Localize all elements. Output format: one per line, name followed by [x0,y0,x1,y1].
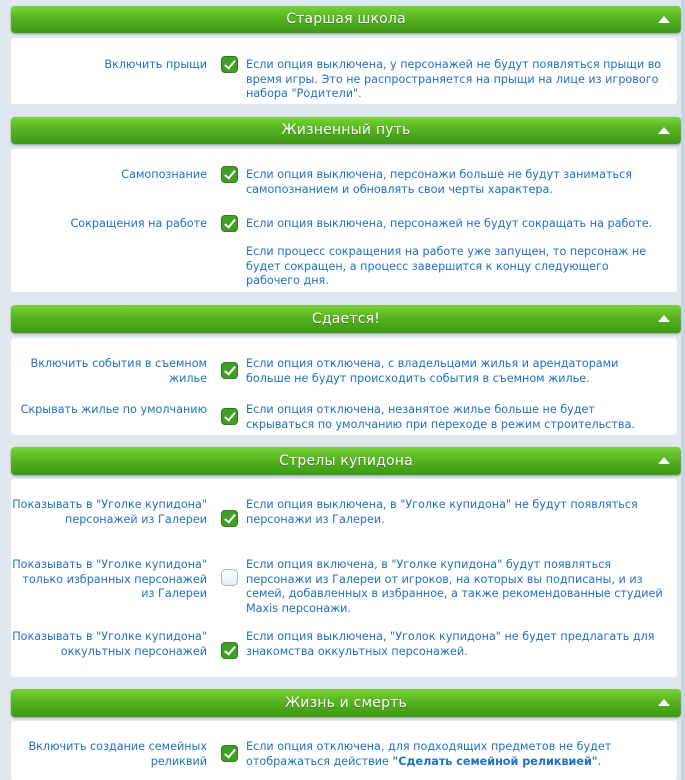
section-header-cupid[interactable] [11,447,681,475]
section-title: Стрелы купидона [279,453,413,469]
section-panel-high-school [11,38,677,104]
section-header-for-rent[interactable] [11,305,681,333]
gallery-sims-checkbox[interactable] [221,510,238,527]
favorite-gallery-sims-checkbox[interactable] [221,569,238,586]
section-panel-for-rent [11,338,677,435]
option-label-layoffs: Сокращения на работе [70,217,207,230]
section-title: Жизненный путь [281,122,411,138]
heirlooms-checkbox[interactable] [221,745,238,762]
collapse-arrow-icon[interactable] [658,699,670,706]
section-panel-life-and-death [11,721,677,780]
section-header-high-school[interactable] [11,6,681,33]
option-description-favorite-gallery-sims: Если опция включена, в "Уголке купидона" будут появляться персонажи из Галереи от игроков, на которых вы подписаны, и из семей, добавленных в избранное, а также рекомендованные студией Maxis персонажи. [246,558,663,615]
hide-rentals-checkbox[interactable] [221,408,238,425]
section-header-life-path[interactable] [11,117,681,144]
option-label-self-discovery: Самопознание [121,168,207,181]
section-panel-cupid [11,479,677,677]
layoffs-checkbox[interactable] [221,215,238,232]
self-discovery-checkbox[interactable] [221,166,238,183]
occult-sims-checkbox[interactable] [221,642,238,659]
scrollbar[interactable] [681,0,685,780]
option-label-heirlooms: Включить создание семейных реликвий [28,740,207,768]
option-description-layoffs-extra: Если процесс сокращения на работе уже запущен, то персонаж не будет сокращен, а процесс завершится к концу следующего рабочего дня. [246,245,647,287]
option-description-gallery-sims: Если опция выключена, в "Уголке купидона" не будут появляться персонажи из Галереи. [246,498,638,526]
collapse-arrow-icon[interactable] [658,16,670,23]
collapse-arrow-icon[interactable] [658,457,670,464]
pimples-checkbox[interactable] [221,56,238,73]
rental-events-checkbox[interactable] [221,362,238,379]
option-description-rental-events: Если опция отключена, с владельцами жилья и арендаторами больше не будут происходить события в съемном жилье. [246,357,619,385]
section-header-life-and-death[interactable] [11,689,681,717]
option-label-favorite-gallery-sims: Показывать в "Уголке купидона" только избранных персонажей из Галереи [12,558,207,600]
option-description-hide-rentals: Если опция отключена, незанятое жилье больше не будет скрываться по умолчанию при переходе в режим строительства. [246,403,635,431]
option-label-rental-events: Включить события в съемном жилье [30,357,207,385]
section-title: Жизнь и смерть [285,695,407,711]
heirlooms-description-end: . [597,754,602,768]
collapse-arrow-icon[interactable] [658,315,670,322]
option-description-layoffs: Если опция выключена, персонажей не будут сокращать на работе. [246,217,653,230]
section-title: Старшая школа [286,11,406,27]
section-panel-life-path [11,149,677,292]
heirlooms-action-name: "Сделать семейной реликвией" [392,754,598,768]
section-title: Сдается! [311,311,381,327]
option-description-self-discovery: Если опция выключена, персонажи больше не будут заниматься самопознанием и обновлять свои черты характера. [246,168,632,196]
collapse-arrow-icon[interactable] [658,127,670,134]
heirlooms-description-text: Если опция отключена, для подходящих предметов не будет отображаться действие [246,740,612,768]
option-description-pimples: Если опция выключена, у персонажей не будут появляться прыщи во время игры. Это не распространяется на прыщи на лице из игрового набора "Родители". [246,58,662,100]
option-label-hide-rentals: Скрывать жилье по умолчанию [20,403,207,416]
option-description-heirlooms [246,740,666,769]
option-label-pimples: Включить прыщи [104,58,207,71]
option-label-occult-sims: Показывать в "Уголке купидона" оккультных персонажей [12,630,207,658]
option-label-gallery-sims: Показывать в "Уголке купидона" персонажей из Галереи [12,498,207,526]
option-description-occult-sims: Если опция выключена, "Уголок купидона" не будет предлагать для знакомства оккультных персонажей. [246,630,655,658]
